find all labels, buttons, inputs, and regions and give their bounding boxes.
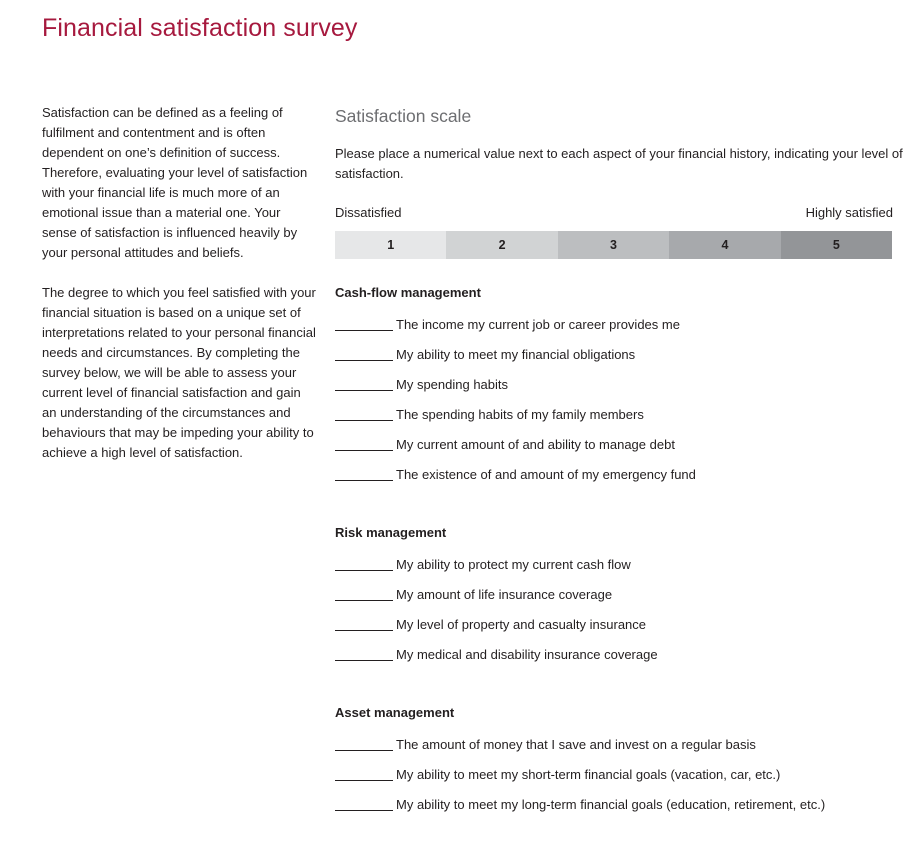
rating-blank[interactable] — [335, 798, 393, 811]
rating-blank[interactable] — [335, 468, 393, 481]
survey-item-label: The spending habits of my family members — [396, 407, 644, 422]
rating-blank[interactable] — [335, 618, 393, 631]
section-risk-management — [335, 524, 905, 666]
survey-item-label: My ability to meet my long-term financial goals (education, retirement, etc.) — [396, 797, 826, 812]
intro-text — [42, 103, 317, 483]
survey-item — [335, 606, 905, 636]
rating-blank[interactable] — [335, 768, 393, 781]
intro-paragraph: The degree to which you feel satisfied with your financial situation is based on a unique set of interpretations related to your personal financial needs and circumstances. By completing the survey below, we will be able to assess your current level of financial satisfaction and gain an understanding of the circumstances and behaviours that may be impeding your ability to achieve a high level of satisfaction. — [42, 285, 316, 460]
survey-item-label: My ability to meet my financial obligations — [396, 347, 636, 362]
survey-item — [335, 756, 905, 786]
section-asset-management — [335, 704, 905, 816]
rating-blank[interactable] — [335, 648, 393, 661]
scale-label-dissatisfied: Dissatisfied — [335, 205, 402, 220]
survey-item — [335, 306, 905, 336]
rating-blank[interactable] — [335, 738, 393, 751]
survey-item — [335, 426, 905, 456]
scale-end-labels — [335, 205, 893, 223]
scale-heading: Satisfaction scale — [335, 106, 472, 126]
section-title: Risk management — [335, 525, 447, 540]
scale-instructions: Please place a numerical value next to each aspect of your financial history, indicating your level of satisfaction. — [335, 146, 903, 181]
section-title: Cash-flow management — [335, 285, 481, 300]
survey-item-label: My level of property and casualty insurance — [396, 617, 647, 632]
survey-item-label: The existence of and amount of my emergency fund — [396, 467, 696, 482]
survey-item — [335, 456, 905, 486]
scale-level-4: 4 — [669, 231, 780, 259]
section-cash-flow-management — [335, 284, 905, 486]
survey-item-label: My ability to protect my current cash flow — [396, 557, 631, 572]
satisfaction-scale-panel — [335, 104, 905, 259]
survey-item-label: My current amount of and ability to manage debt — [396, 437, 675, 452]
survey-item-label: My ability to meet my short-term financial goals (vacation, car, etc.) — [396, 767, 781, 782]
page-title: Financial satisfaction survey — [42, 14, 358, 42]
survey-item — [335, 546, 905, 576]
scale-level-3: 3 — [558, 231, 669, 259]
section-title: Asset management — [335, 705, 455, 720]
rating-blank[interactable] — [335, 348, 393, 361]
survey-item-label: My amount of life insurance coverage — [396, 587, 613, 602]
scale-label-highly-satisfied: Highly satisfied — [805, 205, 893, 220]
survey-item — [335, 726, 905, 756]
survey-item — [335, 786, 905, 816]
rating-blank[interactable] — [335, 588, 393, 601]
survey-item — [335, 636, 905, 666]
survey-item-label: The income my current job or career provides me — [396, 317, 680, 332]
survey-item — [335, 336, 905, 366]
scale-level-2: 2 — [446, 231, 557, 259]
scale-level-5: 5 — [781, 231, 892, 259]
intro-paragraph: Satisfaction can be defined as a feeling of fulfilment and contentment and is often dependent on one’s definition of success. Therefore, evaluating your level of satisfaction with your financial life is much more of an emotional issue than a material one. Your sense of satisfaction is influenced heavily by your personal attitudes and beliefs. — [42, 105, 308, 260]
rating-blank[interactable] — [335, 318, 393, 331]
survey-item-label: My medical and disability insurance coverage — [396, 647, 658, 662]
scale-level-1: 1 — [335, 231, 446, 259]
survey-item — [335, 576, 905, 606]
survey-item-label: The amount of money that I save and invest on a regular basis — [396, 737, 756, 752]
survey-item-label: My spending habits — [396, 377, 509, 392]
rating-blank[interactable] — [335, 558, 393, 571]
rating-blank[interactable] — [335, 438, 393, 451]
survey-item — [335, 366, 905, 396]
rating-blank[interactable] — [335, 408, 393, 421]
scale-bar — [335, 231, 892, 259]
rating-blank[interactable] — [335, 378, 393, 391]
survey-item — [335, 396, 905, 426]
